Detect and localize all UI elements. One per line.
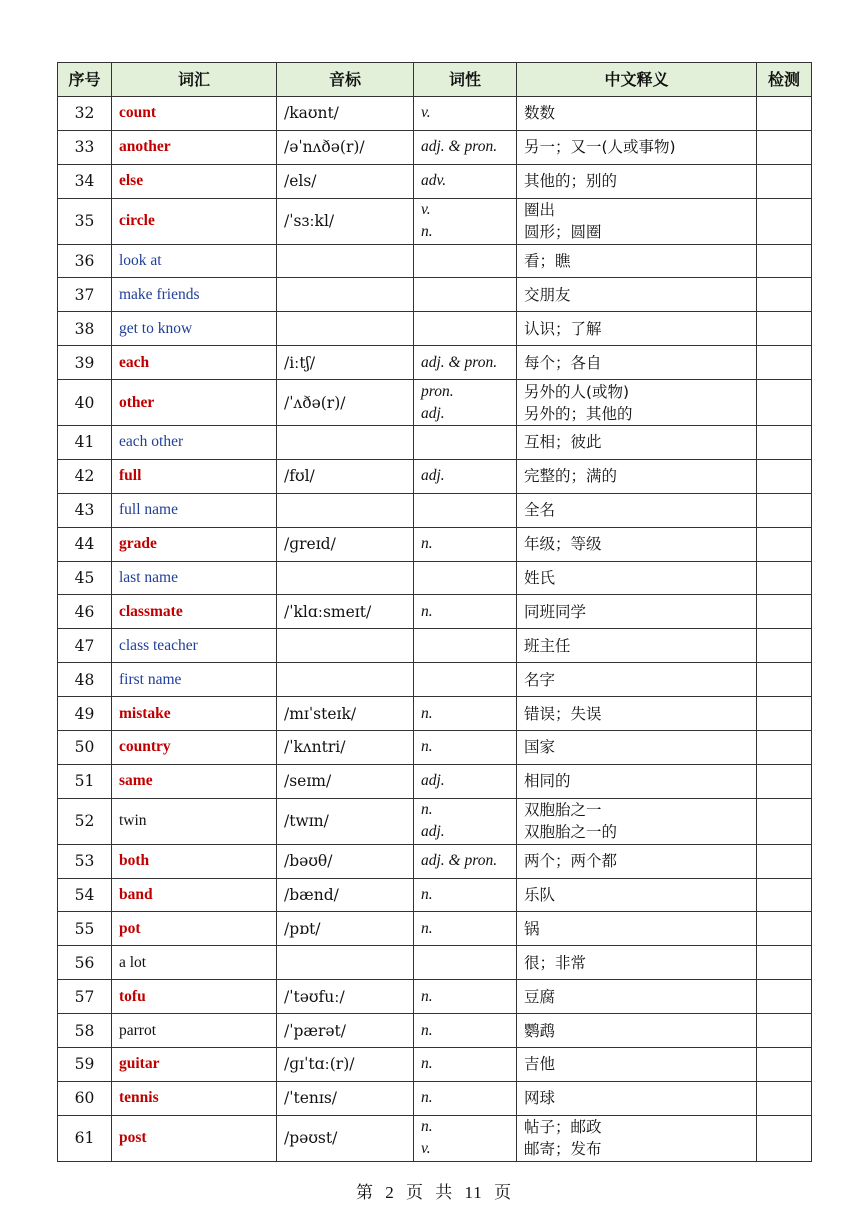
row-check-box	[757, 312, 812, 346]
row-phonetic: /bænd/	[277, 878, 414, 912]
row-chinese-meaning	[517, 980, 757, 1014]
row-part-of-speech	[414, 1081, 517, 1115]
row-chinese-meaning	[517, 595, 757, 629]
row-phonetic	[277, 561, 414, 595]
row-word: band	[112, 878, 277, 912]
row-phonetic: /mɪˈsteɪk/	[277, 697, 414, 731]
row-chinese-meaning-line: 互相；彼此	[524, 433, 602, 452]
row-number: 37	[58, 278, 112, 312]
row-phonetic: /iːtʃ/	[277, 346, 414, 380]
row-chinese-meaning	[517, 731, 757, 765]
row-phonetic	[277, 278, 414, 312]
row-phonetic: /ɡreɪd/	[277, 527, 414, 561]
row-part-of-speech-line: adj. & pron.	[421, 852, 498, 870]
row-word: twin	[112, 798, 277, 844]
row-part-of-speech	[414, 980, 517, 1014]
row-part-of-speech	[414, 595, 517, 629]
row-chinese-meaning-line: 鹦鹉	[524, 1021, 556, 1040]
row-part-of-speech	[414, 561, 517, 595]
row-phonetic: /ˈtenɪs/	[277, 1081, 414, 1115]
row-number: 50	[58, 731, 112, 765]
row-part-of-speech	[414, 946, 517, 980]
row-number: 46	[58, 595, 112, 629]
row-part-of-speech	[414, 1048, 517, 1082]
row-chinese-meaning	[517, 878, 757, 912]
table-row	[58, 912, 812, 946]
row-chinese-meaning-line: 看；瞧	[524, 252, 571, 270]
row-word: count	[112, 97, 277, 131]
row-chinese-meaning	[517, 764, 757, 798]
row-phonetic	[277, 946, 414, 980]
row-chinese-meaning-line: 认识；了解	[524, 319, 602, 338]
row-part-of-speech-line: n.	[421, 1089, 433, 1107]
row-chinese-meaning-line: 乐队	[524, 886, 556, 905]
row-part-of-speech-line: v.	[421, 1140, 431, 1158]
footer-prefix: 第	[355, 1183, 374, 1202]
table-row	[58, 198, 812, 244]
row-check-box	[757, 595, 812, 629]
row-word: country	[112, 731, 277, 765]
row-check-box	[757, 380, 812, 426]
row-check-box	[757, 912, 812, 946]
row-number: 57	[58, 980, 112, 1014]
row-number: 55	[58, 912, 112, 946]
row-number: 34	[58, 164, 112, 198]
row-chinese-meaning-line: 错误；失误	[524, 704, 602, 723]
row-part-of-speech-line: n.	[421, 223, 433, 241]
row-word: a lot	[112, 946, 277, 980]
row-check-box	[757, 1014, 812, 1048]
row-number: 60	[58, 1081, 112, 1115]
row-word: each other	[112, 426, 277, 460]
row-word: classmate	[112, 595, 277, 629]
row-chinese-meaning-line: 另一；又一(人或事物)	[524, 138, 676, 157]
row-word: tennis	[112, 1081, 277, 1115]
row-phonetic: /ˈkʌntri/	[277, 731, 414, 765]
row-number: 52	[58, 798, 112, 844]
row-number: 54	[58, 878, 112, 912]
row-word: each	[112, 346, 277, 380]
table-row	[58, 312, 812, 346]
row-part-of-speech	[414, 278, 517, 312]
row-chinese-meaning	[517, 426, 757, 460]
row-chinese-meaning-line: 很；非常	[524, 953, 587, 972]
row-word: first name	[112, 663, 277, 697]
row-phonetic	[277, 629, 414, 663]
header-chinese-meaning: 中文释义	[517, 63, 757, 97]
row-word: mistake	[112, 697, 277, 731]
row-chinese-meaning	[517, 198, 757, 244]
row-part-of-speech-line: n.	[421, 535, 433, 553]
row-chinese-meaning	[517, 912, 757, 946]
table-row	[58, 164, 812, 198]
row-word: both	[112, 844, 277, 878]
row-chinese-meaning-line: 双胞胎之一的	[524, 823, 618, 842]
table-row	[58, 493, 812, 527]
row-word: make friends	[112, 278, 277, 312]
row-number: 53	[58, 844, 112, 878]
row-phonetic: /twɪn/	[277, 798, 414, 844]
row-part-of-speech-line: n.	[421, 1021, 433, 1039]
row-chinese-meaning	[517, 561, 757, 595]
row-word: look at	[112, 244, 277, 278]
row-number: 44	[58, 527, 112, 561]
vocabulary-table	[57, 62, 812, 1162]
table-row	[58, 731, 812, 765]
table-row	[58, 426, 812, 460]
row-word: else	[112, 164, 277, 198]
row-check-box	[757, 244, 812, 278]
row-word: same	[112, 764, 277, 798]
table-row	[58, 561, 812, 595]
row-chinese-meaning	[517, 946, 757, 980]
footer-total-pages: 11	[464, 1183, 483, 1202]
footer-page-number: 2	[385, 1183, 395, 1202]
row-phonetic	[277, 493, 414, 527]
row-part-of-speech-line: adj.	[421, 772, 445, 790]
row-chinese-meaning	[517, 1014, 757, 1048]
row-check-box	[757, 946, 812, 980]
row-part-of-speech	[414, 244, 517, 278]
row-chinese-meaning-line: 全名	[524, 501, 556, 520]
table-row	[58, 346, 812, 380]
row-check-box	[757, 1081, 812, 1115]
row-number: 33	[58, 130, 112, 164]
row-word: get to know	[112, 312, 277, 346]
row-check-box	[757, 561, 812, 595]
row-chinese-meaning	[517, 244, 757, 278]
row-check-box	[757, 1115, 812, 1161]
row-chinese-meaning-line: 数数	[524, 104, 556, 123]
table-row	[58, 980, 812, 1014]
table-header-row	[58, 63, 812, 97]
table-row	[58, 244, 812, 278]
row-word: class teacher	[112, 629, 277, 663]
row-chinese-meaning-line: 锅	[524, 919, 540, 938]
row-part-of-speech	[414, 878, 517, 912]
header-number: 序号	[58, 63, 112, 97]
row-part-of-speech-line: pron.	[421, 382, 454, 400]
table-row	[58, 1048, 812, 1082]
row-phonetic: /pɒt/	[277, 912, 414, 946]
row-check-box	[757, 764, 812, 798]
row-phonetic: /els/	[277, 164, 414, 198]
row-check-box	[757, 1048, 812, 1082]
footer-page-label: 页	[405, 1183, 424, 1202]
row-part-of-speech	[414, 312, 517, 346]
table-row	[58, 697, 812, 731]
row-number: 58	[58, 1014, 112, 1048]
row-check-box	[757, 130, 812, 164]
table-row	[58, 1081, 812, 1115]
row-chinese-meaning-line: 交朋友	[524, 285, 571, 304]
table-row	[58, 130, 812, 164]
row-chinese-meaning	[517, 97, 757, 131]
table-row	[58, 278, 812, 312]
row-phonetic: /ˈklɑːsmeɪt/	[277, 595, 414, 629]
row-word: circle	[112, 198, 277, 244]
row-chinese-meaning-line: 国家	[524, 738, 556, 757]
row-part-of-speech-line: n.	[421, 704, 433, 722]
row-chinese-meaning-line: 两个；两个都	[524, 852, 618, 871]
row-part-of-speech-line: n.	[421, 738, 433, 756]
row-chinese-meaning	[517, 346, 757, 380]
row-check-box	[757, 493, 812, 527]
row-check-box	[757, 798, 812, 844]
row-chinese-meaning-line: 帖子；邮政	[524, 1118, 602, 1137]
row-word: another	[112, 130, 277, 164]
row-part-of-speech-line: n.	[421, 801, 433, 819]
table-row	[58, 1115, 812, 1161]
row-chinese-meaning	[517, 798, 757, 844]
row-phonetic: /ˈʌðə(r)/	[277, 380, 414, 426]
row-phonetic	[277, 244, 414, 278]
row-part-of-speech	[414, 1115, 517, 1161]
row-part-of-speech-line: n.	[421, 987, 433, 1005]
row-number: 48	[58, 663, 112, 697]
header-part-of-speech: 词性	[414, 63, 517, 97]
row-check-box	[757, 844, 812, 878]
row-chinese-meaning	[517, 312, 757, 346]
row-part-of-speech-line: n.	[421, 1055, 433, 1073]
row-part-of-speech	[414, 426, 517, 460]
row-phonetic: /ˈtəʊfuː/	[277, 980, 414, 1014]
row-chinese-meaning-line: 同班同学	[524, 602, 587, 621]
page-footer	[0, 1178, 868, 1203]
row-part-of-speech	[414, 493, 517, 527]
row-number: 59	[58, 1048, 112, 1082]
row-phonetic	[277, 426, 414, 460]
row-chinese-meaning	[517, 844, 757, 878]
row-part-of-speech	[414, 459, 517, 493]
row-check-box	[757, 278, 812, 312]
row-phonetic: /pəʊst/	[277, 1115, 414, 1161]
row-phonetic	[277, 312, 414, 346]
row-chinese-meaning-line: 圈出	[524, 201, 556, 220]
row-number: 45	[58, 561, 112, 595]
row-part-of-speech	[414, 130, 517, 164]
row-check-box	[757, 459, 812, 493]
row-chinese-meaning-line: 班主任	[524, 636, 571, 655]
row-number: 35	[58, 198, 112, 244]
header-vocabulary: 词汇	[112, 63, 277, 97]
row-phonetic: /əˈnʌðə(r)/	[277, 130, 414, 164]
table-row	[58, 798, 812, 844]
row-number: 61	[58, 1115, 112, 1161]
row-chinese-meaning	[517, 527, 757, 561]
row-chinese-meaning	[517, 1048, 757, 1082]
row-chinese-meaning-line: 吉他	[524, 1055, 556, 1074]
row-number: 56	[58, 946, 112, 980]
row-number: 32	[58, 97, 112, 131]
row-phonetic: /ɡɪˈtɑː(r)/	[277, 1048, 414, 1082]
table-row	[58, 629, 812, 663]
row-part-of-speech-line: v.	[421, 201, 431, 219]
row-phonetic	[277, 663, 414, 697]
footer-suffix: 页	[494, 1183, 513, 1202]
row-word: pot	[112, 912, 277, 946]
row-word: last name	[112, 561, 277, 595]
table-row	[58, 844, 812, 878]
table-row	[58, 595, 812, 629]
row-part-of-speech	[414, 97, 517, 131]
row-word: guitar	[112, 1048, 277, 1082]
table-row	[58, 663, 812, 697]
row-chinese-meaning	[517, 493, 757, 527]
row-part-of-speech	[414, 629, 517, 663]
row-part-of-speech-line: adj. & pron.	[421, 353, 498, 371]
row-word: other	[112, 380, 277, 426]
table-row	[58, 97, 812, 131]
row-check-box	[757, 346, 812, 380]
header-phonetic: 音标	[277, 63, 414, 97]
row-chinese-meaning	[517, 663, 757, 697]
row-chinese-meaning	[517, 459, 757, 493]
row-check-box	[757, 198, 812, 244]
row-part-of-speech-line: n.	[421, 886, 433, 904]
row-number: 40	[58, 380, 112, 426]
row-part-of-speech	[414, 764, 517, 798]
row-number: 51	[58, 764, 112, 798]
row-part-of-speech	[414, 663, 517, 697]
row-chinese-meaning-line: 圆形；圆圈	[524, 223, 602, 242]
row-part-of-speech	[414, 164, 517, 198]
table-row	[58, 459, 812, 493]
row-chinese-meaning-line: 年级；等级	[524, 535, 602, 554]
row-chinese-meaning	[517, 380, 757, 426]
row-word: full name	[112, 493, 277, 527]
row-phonetic: /kaʊnt/	[277, 97, 414, 131]
row-number: 38	[58, 312, 112, 346]
table-row	[58, 946, 812, 980]
row-word: parrot	[112, 1014, 277, 1048]
row-chinese-meaning	[517, 130, 757, 164]
row-part-of-speech	[414, 844, 517, 878]
table-row	[58, 764, 812, 798]
row-check-box	[757, 426, 812, 460]
row-phonetic: /fʊl/	[277, 459, 414, 493]
row-phonetic: /ˈpærət/	[277, 1014, 414, 1048]
row-part-of-speech-line: adv.	[421, 172, 447, 190]
row-number: 39	[58, 346, 112, 380]
row-check-box	[757, 629, 812, 663]
table-body	[58, 97, 812, 1162]
row-part-of-speech-line: n.	[421, 602, 433, 620]
row-word: post	[112, 1115, 277, 1161]
row-chinese-meaning-line: 豆腐	[524, 987, 556, 1006]
row-part-of-speech	[414, 1014, 517, 1048]
row-check-box	[757, 697, 812, 731]
row-part-of-speech	[414, 912, 517, 946]
row-chinese-meaning-line: 另外的；其他的	[524, 404, 633, 423]
row-number: 41	[58, 426, 112, 460]
row-part-of-speech	[414, 198, 517, 244]
row-part-of-speech-line: n.	[421, 919, 433, 937]
row-check-box	[757, 527, 812, 561]
row-part-of-speech	[414, 697, 517, 731]
row-phonetic: /ˈsɜːkl/	[277, 198, 414, 244]
row-phonetic: /seɪm/	[277, 764, 414, 798]
row-chinese-meaning-line: 邮寄；发布	[524, 1140, 602, 1159]
row-part-of-speech	[414, 380, 517, 426]
row-chinese-meaning	[517, 697, 757, 731]
row-chinese-meaning-line: 其他的；别的	[524, 172, 618, 191]
row-part-of-speech-line: v.	[421, 104, 431, 122]
row-part-of-speech-line: n.	[421, 1118, 433, 1136]
row-number: 36	[58, 244, 112, 278]
row-number: 43	[58, 493, 112, 527]
row-chinese-meaning-line: 另外的人(或物)	[524, 382, 630, 401]
row-part-of-speech	[414, 527, 517, 561]
footer-total-label: 共	[435, 1183, 454, 1202]
row-chinese-meaning-line: 双胞胎之一	[524, 801, 602, 820]
row-chinese-meaning	[517, 629, 757, 663]
row-number: 49	[58, 697, 112, 731]
row-chinese-meaning	[517, 164, 757, 198]
row-number: 42	[58, 459, 112, 493]
row-chinese-meaning-line: 每个；各自	[524, 353, 602, 372]
row-word: full	[112, 459, 277, 493]
row-word: tofu	[112, 980, 277, 1014]
table-row	[58, 878, 812, 912]
row-part-of-speech	[414, 346, 517, 380]
table-row	[58, 1014, 812, 1048]
row-part-of-speech	[414, 798, 517, 844]
row-check-box	[757, 878, 812, 912]
row-check-box	[757, 663, 812, 697]
row-chinese-meaning	[517, 278, 757, 312]
row-check-box	[757, 731, 812, 765]
row-word: grade	[112, 527, 277, 561]
table-row	[58, 380, 812, 426]
row-chinese-meaning-line: 名字	[524, 670, 556, 689]
row-chinese-meaning	[517, 1081, 757, 1115]
row-part-of-speech-line: adj.	[421, 404, 445, 422]
row-chinese-meaning-line: 网球	[524, 1089, 556, 1108]
table-row	[58, 527, 812, 561]
row-number: 47	[58, 629, 112, 663]
row-check-box	[757, 980, 812, 1014]
row-check-box	[757, 164, 812, 198]
row-chinese-meaning	[517, 1115, 757, 1161]
row-part-of-speech	[414, 731, 517, 765]
row-chinese-meaning-line: 姓氏	[524, 569, 556, 588]
row-chinese-meaning-line: 相同的	[524, 772, 571, 791]
row-check-box	[757, 97, 812, 131]
row-phonetic: /bəʊθ/	[277, 844, 414, 878]
row-part-of-speech-line: adj.	[421, 467, 445, 485]
row-chinese-meaning-line: 完整的；满的	[524, 467, 618, 486]
row-part-of-speech-line: adj.	[421, 823, 445, 841]
row-part-of-speech-line: adj. & pron.	[421, 138, 498, 156]
header-check: 检测	[757, 63, 812, 97]
